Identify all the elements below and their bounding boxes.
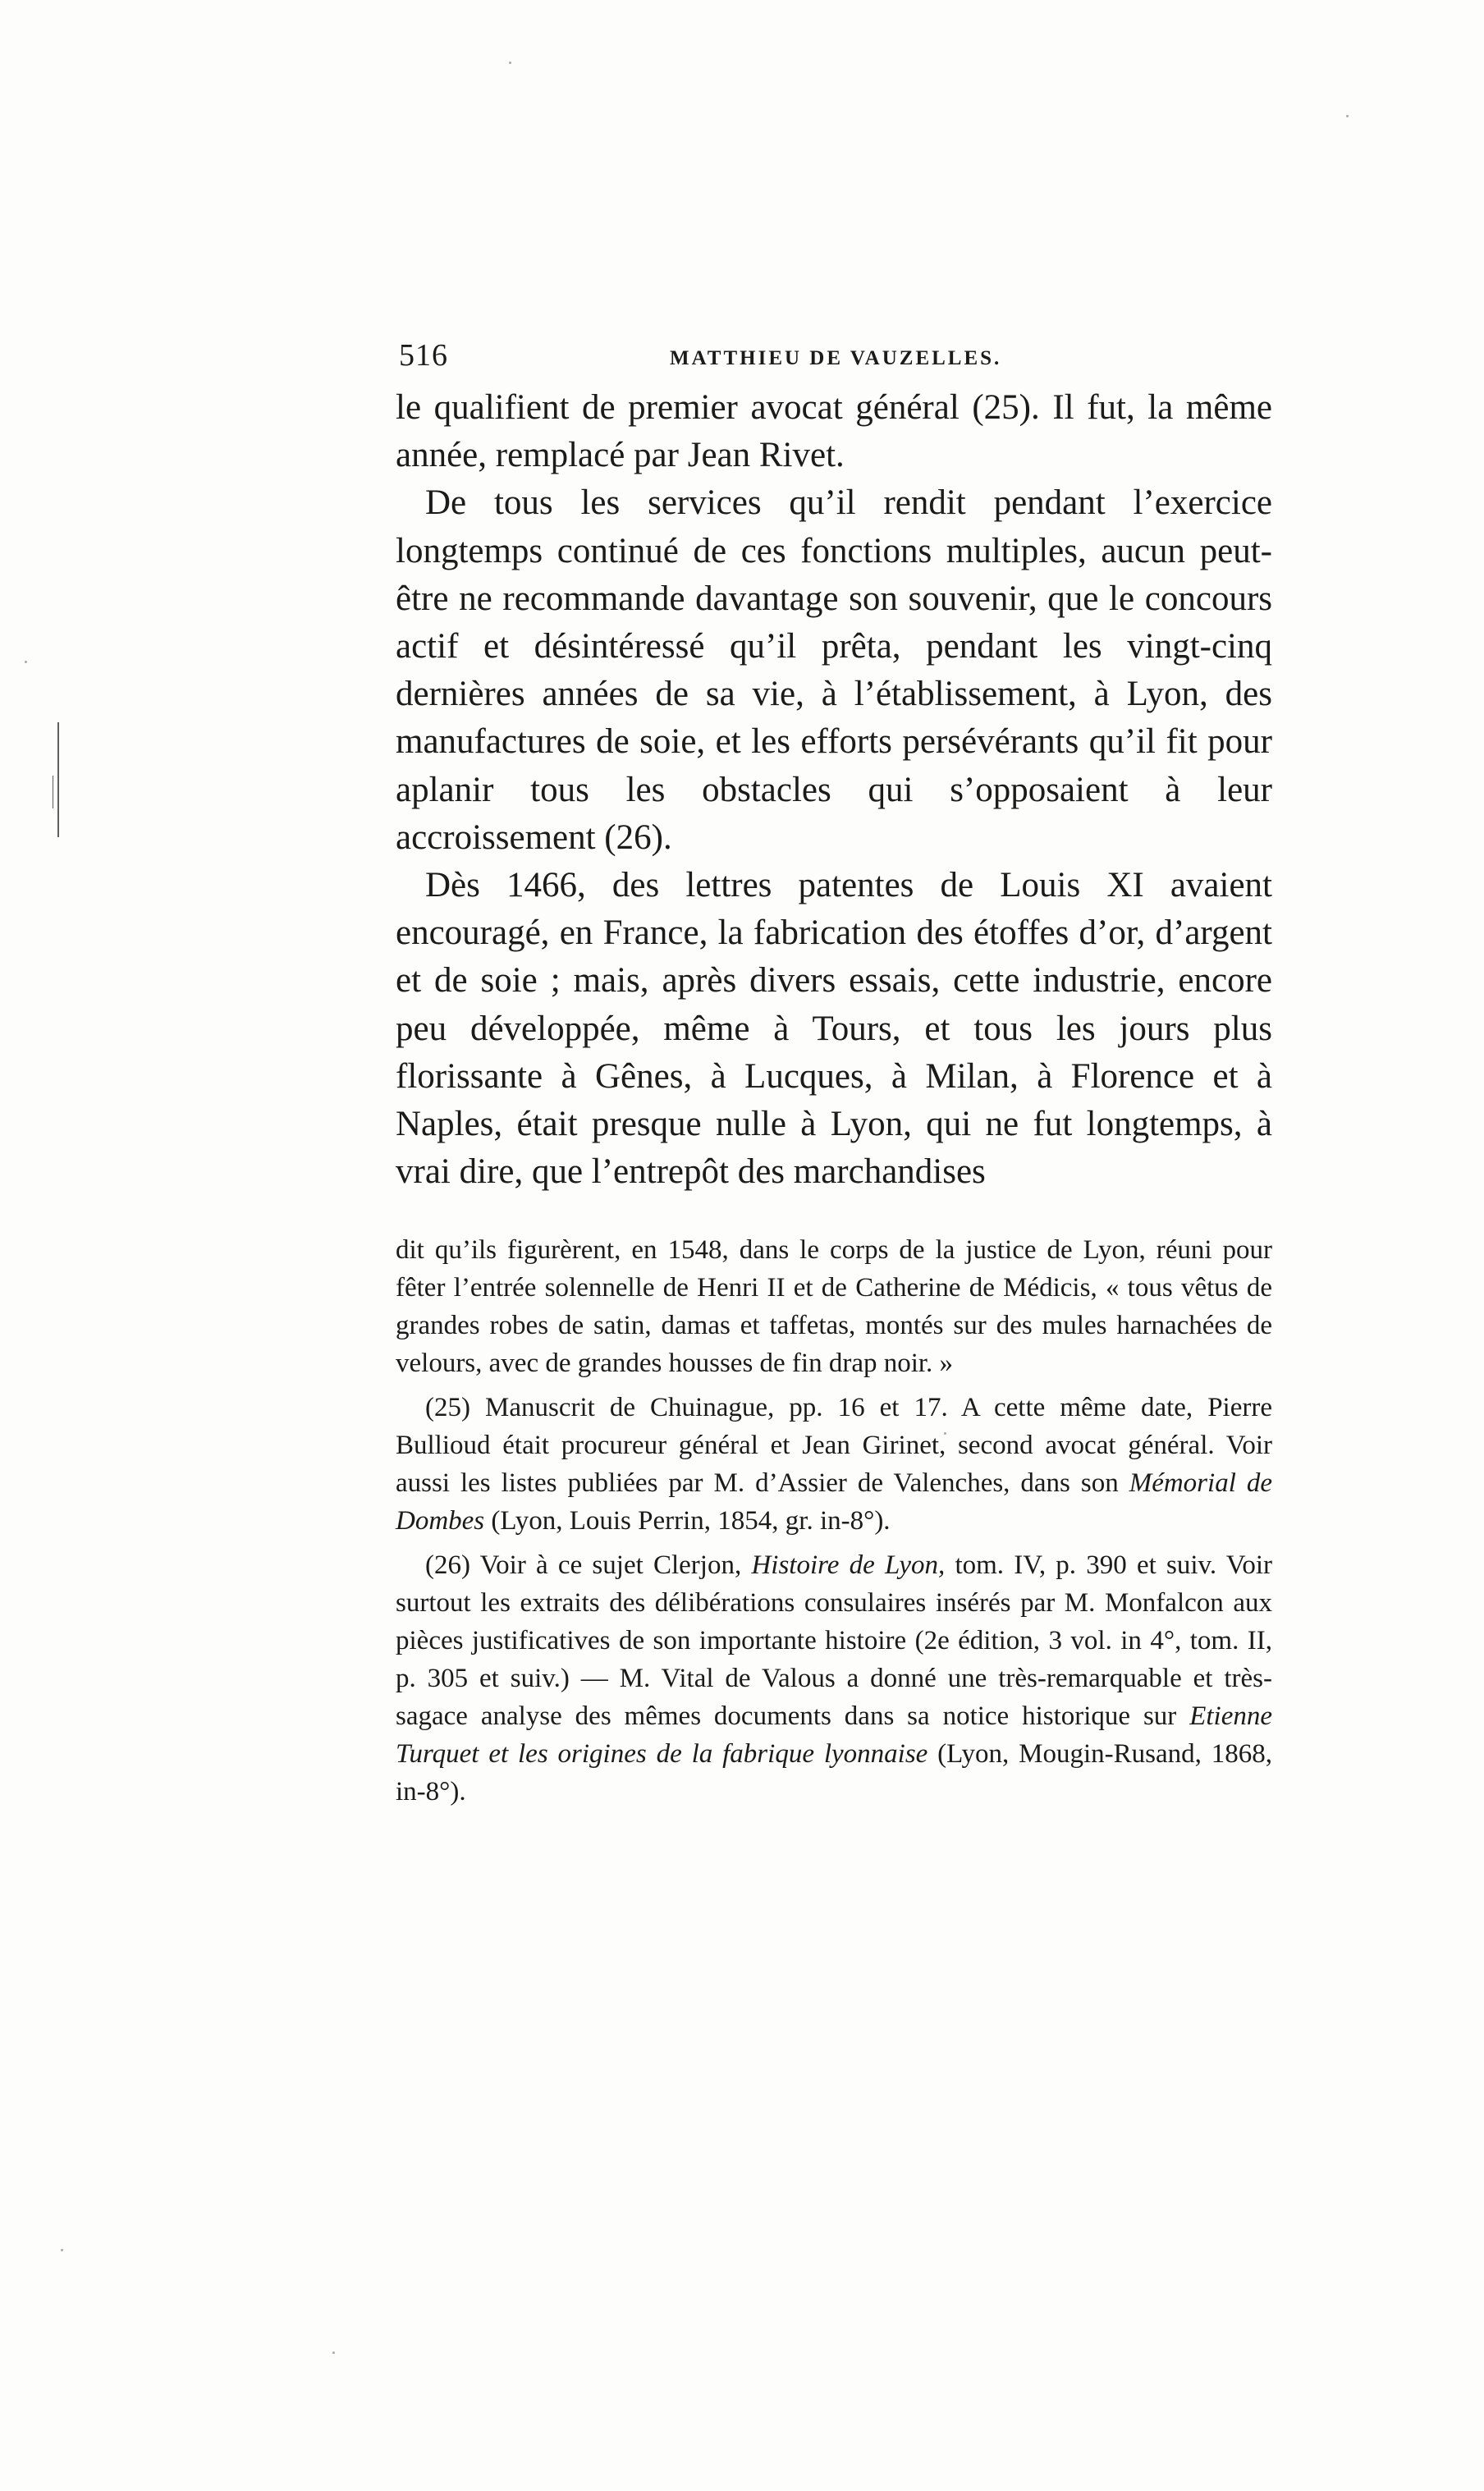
footnote-26 xyxy=(396,1546,1272,1811)
footnote-text: (26) Voir à ce sujet Clerjon, xyxy=(425,1550,752,1580)
body-text xyxy=(396,384,1272,1196)
margin-mark xyxy=(57,722,59,837)
book-title: Etienne Turquet et les origines de la fabrique lyonnaise xyxy=(396,1701,1272,1769)
footnote-continuation: dit qu’ils figurèrent, en 1548, dans le corps de la justice de Lyon, réuni pour fêter l’entrée solennelle de Henri II et de Catherine de Médicis, « tous vêtus de grandes robes de satin, damas et taffetas, montés sur des mules harnachées de velours, avec de grandes housses de fin drap noir. » xyxy=(396,1235,1272,1378)
page-header xyxy=(399,332,1272,378)
paragraph: Dès 1466, des lettres patentes de Louis XI avaient encouragé, en France, la fabrication des étoffes d’or, d’argent et de soie ; mais, après divers essais, cette industrie, encore peu développée, même à Tours, et tous les jours plus florissante à Gênes, à Lucques, à Milan, à Florence et à Naples, était presque nulle à Lyon, qui ne fut longtemps, à vrai dire, que l’entrepôt des marchandises xyxy=(396,866,1272,1192)
paragraph: le qualifient de premier avocat général (25). Il fut, la même année, remplacé par Jean Rivet. xyxy=(396,388,1272,475)
book-title: Histoire de Lyon, xyxy=(751,1550,946,1580)
scan-speck xyxy=(25,661,27,663)
scan-speck xyxy=(332,2351,335,2354)
scan-speck xyxy=(509,62,511,64)
footnotes xyxy=(396,1231,1272,1817)
scan-speck xyxy=(61,2249,63,2251)
footnote-25 xyxy=(396,1389,1272,1540)
page-number: 516 xyxy=(399,338,448,373)
running-title: MATTHIEU DE VAUZELLES. xyxy=(670,347,1002,369)
footnote-text: (Lyon, Louis Perrin, 1854, gr. in-8°). xyxy=(484,1506,891,1536)
book-title: Mémorial de Dombes xyxy=(396,1468,1272,1536)
footnote-text: (Lyon, Mougin-Rusand, 1868, in-8°). xyxy=(396,1739,1272,1806)
footnote-text: tom. IV, p. 390 et suiv. Voir surtout les extraits des délibérations consulaires insérés par M. Monfalcon aux pièces justificatives de son importante histoire (2e édition, 3 vol. in 4°, tom. II, p. 305 et suiv.) — M. Vital de Valous a donné une très-remarquable et très-sagace analyse des mêmes documents dans sa notice historique sur xyxy=(396,1550,1272,1731)
paragraph: De tous les services qu’il rendit pendant l’exercice longtemps continué de ces fonctions multiples, aucun peut-être ne recommande davantage son souvenir, que le concours actif et désintéressé qu’il prêta, pendant les vingt-cinq dernières années de sa vie, à l’établissement, à Lyon, des manufactures de soie, et les efforts persévérants qu’il fit pour aplanir tous les obstacles qui s’opposaient à leur accroissement (26). xyxy=(396,483,1272,857)
scan-speck xyxy=(1346,115,1349,117)
footnote-text: (25) Manuscrit de Chuinague, pp. 16 et 17. A cette même date, Pierre Bullioud était procureur général et Jean Girinet, second avocat général. Voir aussi les listes publiées par M. d’Assier de Valenches, dans son xyxy=(396,1393,1272,1498)
